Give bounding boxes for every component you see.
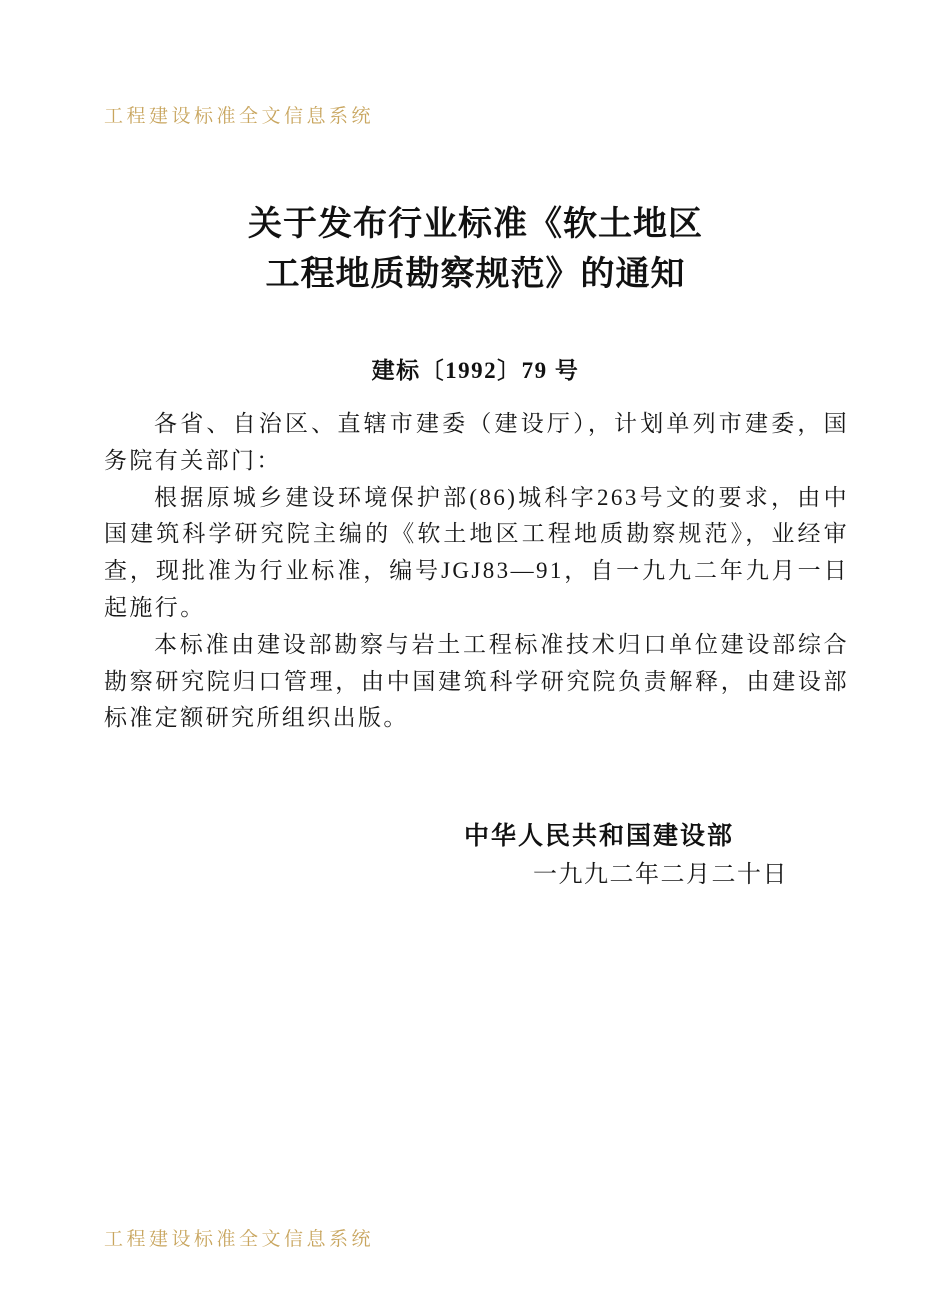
paragraph-management: 本标准由建设部勘察与岩土工程标准技术归口单位建设部综合勘察研究院归口管理，由中国建筑科学研究院负责解释，由建设部标准定额研究所组织出版。 xyxy=(104,631,849,731)
issuer-signature: 中华人民共和国建设部 xyxy=(463,822,734,850)
notice-title-line-2: 工程地质勘察规范》的通知 xyxy=(265,256,686,293)
document-number: 建标〔1992〕79 号 xyxy=(371,358,580,383)
notice-title-line-1: 关于发布行业标准《软土地区 xyxy=(248,206,703,243)
notice-body xyxy=(104,406,849,737)
issue-date: 一九九二年二月二十日 xyxy=(533,862,788,888)
paragraph-addressees: 各省、自治区、直辖市建委（建设厅），计划单列市建委，国务院有关部门： xyxy=(104,411,849,473)
header-watermark: 工程建设标准全文信息系统 xyxy=(104,106,375,127)
footer-watermark: 工程建设标准全文信息系统 xyxy=(104,1229,375,1250)
paragraph-approval: 根据原城乡建设环境保护部(86)城科字263号文的要求，由中国建筑科学研究院主编的《软土地区工程地质勘察规范》，业经审查，现批准为行业标准，编号JGJ83—91，自一九九二年九月一日起施行。 xyxy=(104,484,849,620)
notice-title xyxy=(104,200,847,300)
